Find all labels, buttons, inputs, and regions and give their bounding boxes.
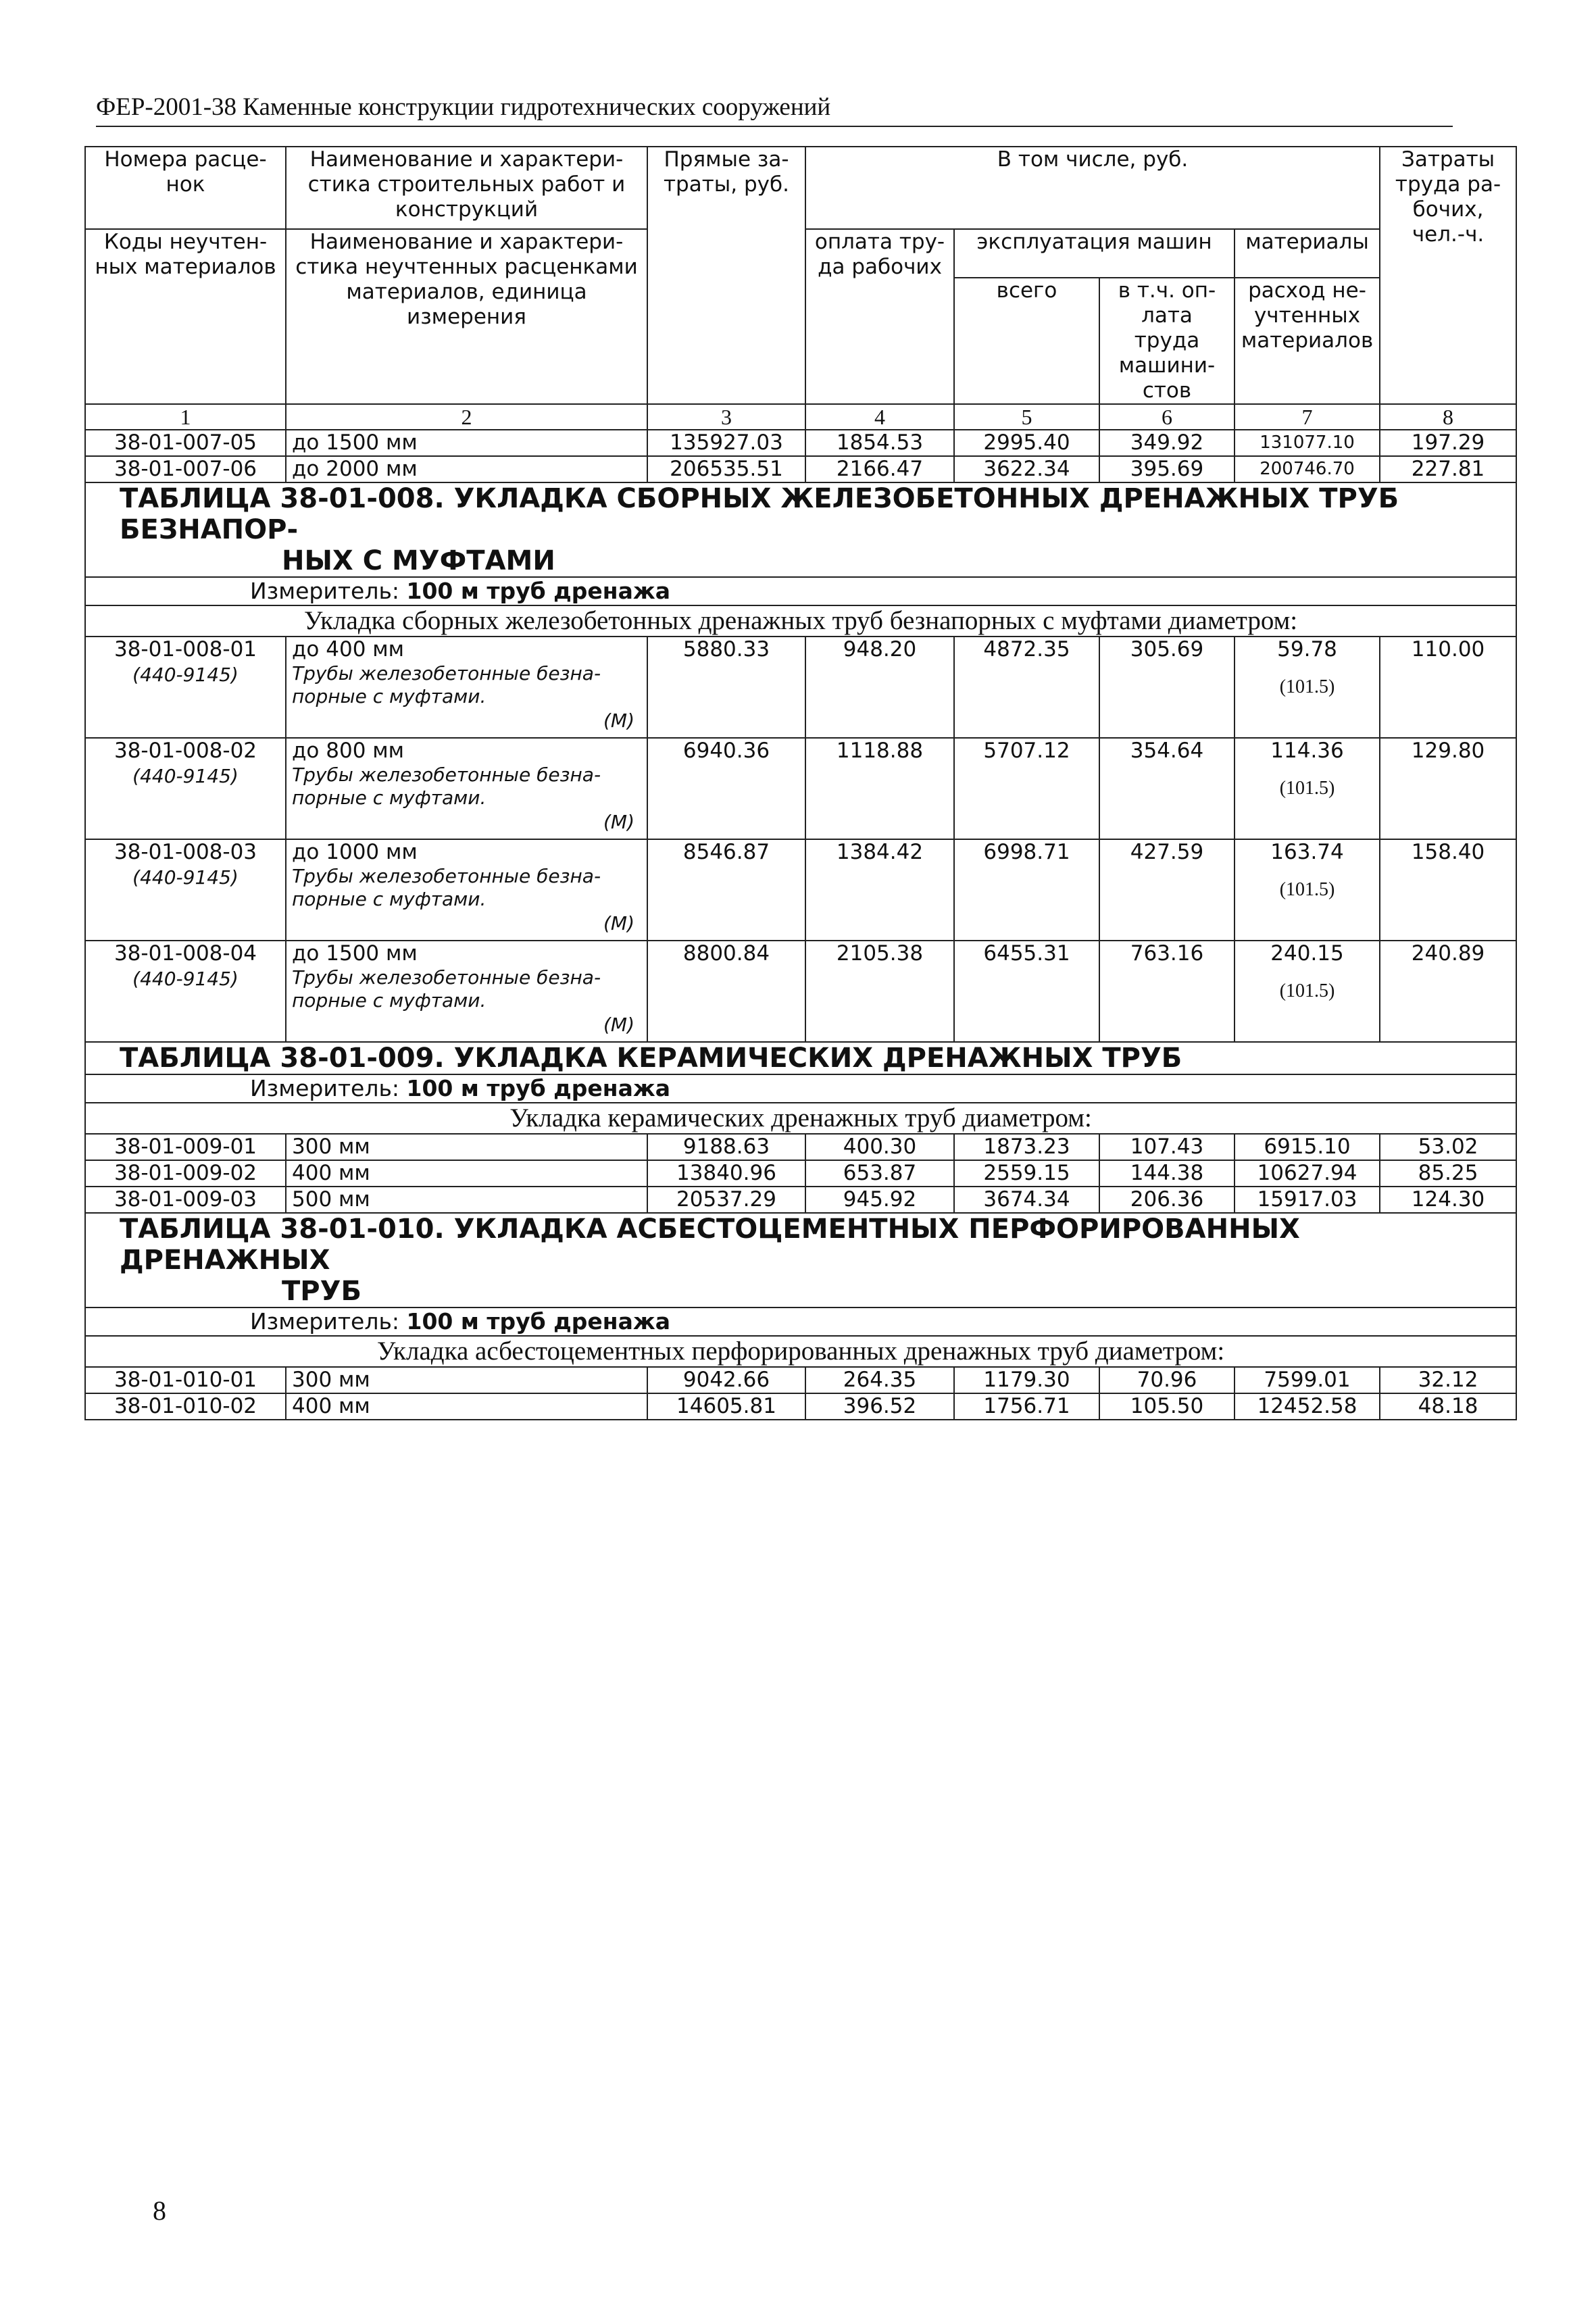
section-title: Укладка керамических дренажных труб диаметром: — [85, 1103, 1516, 1134]
material-flag: (М) — [603, 1014, 634, 1036]
material-code: (440-9145) — [132, 664, 239, 686]
header-worker-pay: оплата тру-да рабочих — [805, 229, 954, 404]
materials-cost-value: 163.74 — [1270, 840, 1344, 864]
rate-code — [85, 637, 286, 738]
material-name: Трубы железобетонные безна-порные с муфтами. — [292, 764, 601, 809]
header-work-name: Наименование и характери-стика строительных работ и конструкций — [286, 147, 647, 229]
table-row — [85, 637, 1516, 738]
table-title — [85, 1042, 1516, 1074]
worker-pay: 948.20 — [805, 637, 954, 738]
table-title-line: НЫХ С МУФТАМИ — [282, 545, 555, 576]
column-number: 8 — [1380, 404, 1516, 430]
operator-pay: 70.96 — [1099, 1367, 1235, 1393]
rate-code-text: 38-01-008-03 — [114, 840, 257, 864]
header-machine-operation: эксплуатация машин — [954, 229, 1235, 278]
rate-code: 38-01-009-03 — [85, 1187, 286, 1213]
rates-table — [84, 146, 1517, 1420]
operator-pay: 763.16 — [1099, 941, 1235, 1042]
material-code: (440-9145) — [132, 968, 239, 990]
header-materials: материалы — [1235, 229, 1380, 278]
direct-costs: 135927.03 — [647, 430, 805, 456]
direct-costs: 206535.51 — [647, 456, 805, 482]
column-number: 4 — [805, 404, 954, 430]
rate-code — [85, 738, 286, 839]
machines-total: 4872.35 — [954, 637, 1099, 738]
work-name: до 2000 мм — [286, 456, 647, 482]
column-number: 1 — [85, 404, 286, 430]
page-number: 8 — [153, 2195, 166, 2226]
materials-cost: 12452.58 — [1235, 1393, 1380, 1420]
measure-row — [85, 1074, 1516, 1103]
section-title: Укладка сборных железобетонных дренажных труб безнапорных с муфтами диаметром: — [85, 605, 1516, 637]
direct-costs: 8546.87 — [647, 839, 805, 941]
measure-row — [85, 1308, 1516, 1336]
material-name: Трубы железобетонные безна-порные с муфтами. — [292, 865, 601, 910]
column-number: 6 — [1099, 404, 1235, 430]
measure-label: Измеритель: — [250, 1308, 407, 1335]
work-name: 400 мм — [286, 1393, 647, 1420]
rate-code: 38-01-007-05 — [85, 430, 286, 456]
measure — [85, 1308, 1516, 1336]
section-row — [85, 1336, 1516, 1367]
measure-label: Измеритель: — [250, 1075, 407, 1101]
header-operator-pay: в т.ч. оп-лата труда машини-стов — [1099, 278, 1235, 404]
material-flag: (М) — [603, 710, 634, 732]
work-name-text: до 1500 мм — [292, 941, 418, 966]
section-row — [85, 605, 1516, 637]
operator-pay: 349.92 — [1099, 430, 1235, 456]
material-name: Трубы железобетонные безна-порные с муфтами. — [292, 662, 601, 707]
table-row — [85, 1134, 1516, 1160]
work-name: 400 мм — [286, 1160, 647, 1187]
rate-code-text: 38-01-008-01 — [114, 637, 257, 662]
materials-cost-value: 240.15 — [1270, 941, 1344, 966]
header-machines-total: всего — [954, 278, 1099, 404]
table-title — [85, 482, 1516, 577]
table-title-line: ТАБЛИЦА 38-01-009. УКЛАДКА КЕРАМИЧЕСКИХ ДРЕНАЖНЫХ ТРУБ — [120, 1043, 1182, 1074]
rate-code: 38-01-010-02 — [85, 1393, 286, 1420]
operator-pay: 427.59 — [1099, 839, 1235, 941]
work-name: 300 мм — [286, 1367, 647, 1393]
material-code: (440-9145) — [132, 765, 239, 787]
worker-pay: 400.30 — [805, 1134, 954, 1160]
table-title-row — [85, 1213, 1516, 1308]
table-row — [85, 430, 1516, 456]
table-row — [85, 1367, 1516, 1393]
measure-value: 100 м труб дренажа — [406, 1308, 670, 1335]
labor-costs: 124.30 — [1380, 1187, 1516, 1213]
header-material-name: Наименование и характери-стика неучтенных расценками материалов, единица измерения — [286, 229, 647, 404]
table-title-line: ТАБЛИЦА 38-01-010. УКЛАДКА АСБЕСТОЦЕМЕНТНЫХ ПЕРФОРИРОВАННЫХ ДРЕНАЖНЫХ — [120, 1214, 1300, 1276]
measure — [85, 577, 1516, 605]
direct-costs: 5880.33 — [647, 637, 805, 738]
worker-pay: 264.35 — [805, 1367, 954, 1393]
labor-costs: 227.81 — [1380, 456, 1516, 482]
header-rate-numbers: Номера расце-нок — [85, 147, 286, 229]
labor-costs: 197.29 — [1380, 430, 1516, 456]
work-name: 300 мм — [286, 1134, 647, 1160]
direct-costs: 9042.66 — [647, 1367, 805, 1393]
table-title — [85, 1213, 1516, 1308]
labor-costs: 110.00 — [1380, 637, 1516, 738]
machines-total: 6998.71 — [954, 839, 1099, 941]
table-title-row — [85, 482, 1516, 577]
machines-total: 3622.34 — [954, 456, 1099, 482]
worker-pay: 396.52 — [805, 1393, 954, 1420]
materials-cost: 15917.03 — [1235, 1187, 1380, 1213]
table-header-row — [85, 147, 1516, 229]
header-including: В том числе, руб. — [805, 147, 1380, 229]
measure-value: 100 м труб дренажа — [406, 578, 670, 604]
material-flag: (М) — [603, 811, 634, 833]
direct-costs: 14605.81 — [647, 1393, 805, 1420]
rate-code: 38-01-010-01 — [85, 1367, 286, 1393]
work-name-text: до 400 мм — [292, 637, 405, 662]
materials-cost-value: 59.78 — [1277, 637, 1337, 662]
machines-total: 3674.34 — [954, 1187, 1099, 1213]
operator-pay: 206.36 — [1099, 1187, 1235, 1213]
rate-code-text: 38-01-008-04 — [114, 941, 257, 966]
section-title: Укладка асбестоцементных перфорированных дренажных труб диаметром: — [85, 1336, 1516, 1367]
table-title-row — [85, 1042, 1516, 1074]
column-number: 7 — [1235, 404, 1380, 430]
materials-cost: 200746.70 — [1235, 456, 1380, 482]
machines-total: 2559.15 — [954, 1160, 1099, 1187]
worker-pay: 1854.53 — [805, 430, 954, 456]
rate-code — [85, 839, 286, 941]
labor-costs: 53.02 — [1380, 1134, 1516, 1160]
operator-pay: 105.50 — [1099, 1393, 1235, 1420]
worker-pay: 653.87 — [805, 1160, 954, 1187]
worker-pay: 945.92 — [805, 1187, 954, 1213]
measure — [85, 1074, 1516, 1103]
labor-costs: 32.12 — [1380, 1367, 1516, 1393]
labor-costs: 158.40 — [1380, 839, 1516, 941]
work-name — [286, 637, 647, 738]
measure-label: Измеритель: — [250, 578, 407, 604]
direct-costs: 13840.96 — [647, 1160, 805, 1187]
table-row — [85, 1187, 1516, 1213]
worker-pay: 2166.47 — [805, 456, 954, 482]
materials-cost: 7599.01 — [1235, 1367, 1380, 1393]
operator-pay: 354.64 — [1099, 738, 1235, 839]
worker-pay: 2105.38 — [805, 941, 954, 1042]
material-name: Трубы железобетонные безна-порные с муфтами. — [292, 966, 601, 1012]
labor-costs: 240.89 — [1380, 941, 1516, 1042]
work-name-text: до 800 мм — [292, 739, 405, 763]
work-name-text: до 1000 мм — [292, 840, 418, 864]
worker-pay: 1118.88 — [805, 738, 954, 839]
material-quantity: (101.5) — [1279, 778, 1335, 799]
operator-pay: 144.38 — [1099, 1160, 1235, 1187]
operator-pay: 305.69 — [1099, 637, 1235, 738]
material-code: (440-9145) — [132, 866, 239, 889]
column-numbers-row — [85, 404, 1516, 430]
measure-value: 100 м труб дренажа — [406, 1075, 670, 1101]
page-header: ФЕР-2001-38 Каменные конструкции гидротехнических сооружений — [96, 92, 1453, 127]
rate-code: 38-01-007-06 — [85, 456, 286, 482]
labor-costs: 85.25 — [1380, 1160, 1516, 1187]
operator-pay: 395.69 — [1099, 456, 1235, 482]
worker-pay: 1384.42 — [805, 839, 954, 941]
table-row — [85, 1160, 1516, 1187]
work-name — [286, 839, 647, 941]
table-row — [85, 839, 1516, 941]
section-row — [85, 1103, 1516, 1134]
materials-cost — [1235, 941, 1380, 1042]
measure-row — [85, 577, 1516, 605]
column-number: 3 — [647, 404, 805, 430]
direct-costs: 20537.29 — [647, 1187, 805, 1213]
work-name — [286, 941, 647, 1042]
work-name: до 1500 мм — [286, 430, 647, 456]
table-row — [85, 456, 1516, 482]
material-quantity: (101.5) — [1279, 879, 1335, 900]
header-unaccounted-materials: расход не-учтенных материалов — [1235, 278, 1380, 404]
materials-cost-value: 114.36 — [1270, 739, 1344, 763]
machines-total: 6455.31 — [954, 941, 1099, 1042]
table-row — [85, 941, 1516, 1042]
materials-cost: 6915.10 — [1235, 1134, 1380, 1160]
materials-cost — [1235, 839, 1380, 941]
direct-costs: 6940.36 — [647, 738, 805, 839]
materials-cost — [1235, 738, 1380, 839]
rate-code — [85, 941, 286, 1042]
header-material-codes: Коды неучтен-ных материалов — [85, 229, 286, 404]
table-title-line: ТАБЛИЦА 38-01-008. УКЛАДКА СБОРНЫХ ЖЕЛЕЗОБЕТОННЫХ ДРЕНАЖНЫХ ТРУБ БЕЗНАПОР- — [120, 483, 1399, 545]
materials-cost: 131077.10 — [1235, 430, 1380, 456]
labor-costs: 129.80 — [1380, 738, 1516, 839]
work-name — [286, 738, 647, 839]
rate-code: 38-01-009-02 — [85, 1160, 286, 1187]
machines-total: 1873.23 — [954, 1134, 1099, 1160]
material-flag: (М) — [603, 912, 634, 935]
machines-total: 5707.12 — [954, 738, 1099, 839]
rate-code-text: 38-01-008-02 — [114, 739, 257, 763]
direct-costs: 9188.63 — [647, 1134, 805, 1160]
header-labor-costs: Затраты труда ра-бочих, чел.-ч. — [1380, 147, 1516, 404]
work-name: 500 мм — [286, 1187, 647, 1213]
header-direct-costs: Прямые за-траты, руб. — [647, 147, 805, 404]
material-quantity: (101.5) — [1279, 980, 1335, 1001]
direct-costs: 8800.84 — [647, 941, 805, 1042]
materials-cost: 10627.94 — [1235, 1160, 1380, 1187]
column-number: 2 — [286, 404, 647, 430]
table-row — [85, 738, 1516, 839]
machines-total: 2995.40 — [954, 430, 1099, 456]
table-row — [85, 1393, 1516, 1420]
materials-cost — [1235, 637, 1380, 738]
column-number: 5 — [954, 404, 1099, 430]
operator-pay: 107.43 — [1099, 1134, 1235, 1160]
material-quantity: (101.5) — [1279, 676, 1335, 697]
machines-total: 1179.30 — [954, 1367, 1099, 1393]
rate-code: 38-01-009-01 — [85, 1134, 286, 1160]
table-title-line: ТРУБ — [282, 1276, 361, 1307]
labor-costs: 48.18 — [1380, 1393, 1516, 1420]
machines-total: 1756.71 — [954, 1393, 1099, 1420]
